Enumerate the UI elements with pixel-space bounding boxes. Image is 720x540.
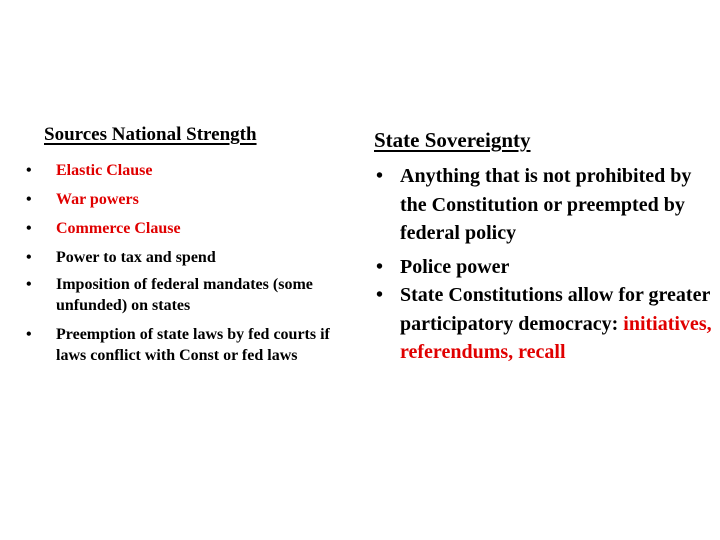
bullet-icon: • bbox=[376, 284, 384, 306]
bullet-icon: • bbox=[26, 162, 32, 179]
bullet-icon: • bbox=[26, 276, 32, 293]
left-heading: Sources National Strength bbox=[44, 124, 257, 145]
list-item-state-constitutions bbox=[376, 281, 714, 367]
bullet-icon: • bbox=[26, 249, 32, 266]
list-item-war-powers bbox=[26, 189, 346, 210]
bullet-icon: • bbox=[26, 191, 32, 208]
bullet-icon: • bbox=[26, 326, 32, 343]
list-item-anything-not-prohibited bbox=[376, 162, 714, 248]
right-list bbox=[376, 162, 714, 367]
bullet-icon: • bbox=[376, 255, 384, 278]
left-list bbox=[26, 160, 346, 366]
list-item-commerce-clause bbox=[26, 218, 346, 239]
list-item-preemption bbox=[26, 324, 346, 366]
list-item-label: Police power bbox=[400, 255, 510, 278]
bullet-icon: • bbox=[26, 220, 32, 237]
list-item-federal-mandates bbox=[26, 274, 346, 316]
list-item-label: Imposition of federal mandates (some unfunded) on states bbox=[56, 276, 313, 314]
list-item-label: Commerce Clause bbox=[56, 220, 181, 237]
list-item-police-power bbox=[376, 253, 714, 282]
list-item-label: Preemption of state laws by fed courts if laws conflict with Const or fed laws bbox=[56, 326, 330, 364]
list-item-highlight: initiatives, referendums, recall bbox=[400, 312, 712, 363]
list-item-label: State Constitutions allow for greater participatory democracy: bbox=[400, 284, 710, 335]
list-item-label: Anything that is not prohibited by the Constitution or preempted by federal policy bbox=[400, 165, 692, 244]
right-heading: State Sovereignty bbox=[374, 128, 531, 152]
bullet-icon: • bbox=[376, 165, 384, 187]
list-item-label: Elastic Clause bbox=[56, 162, 153, 179]
list-item-tax-and-spend bbox=[26, 247, 346, 268]
list-item-label: Power to tax and spend bbox=[56, 249, 216, 266]
list-item-label: War powers bbox=[56, 191, 139, 208]
list-item-elastic-clause bbox=[26, 160, 346, 181]
